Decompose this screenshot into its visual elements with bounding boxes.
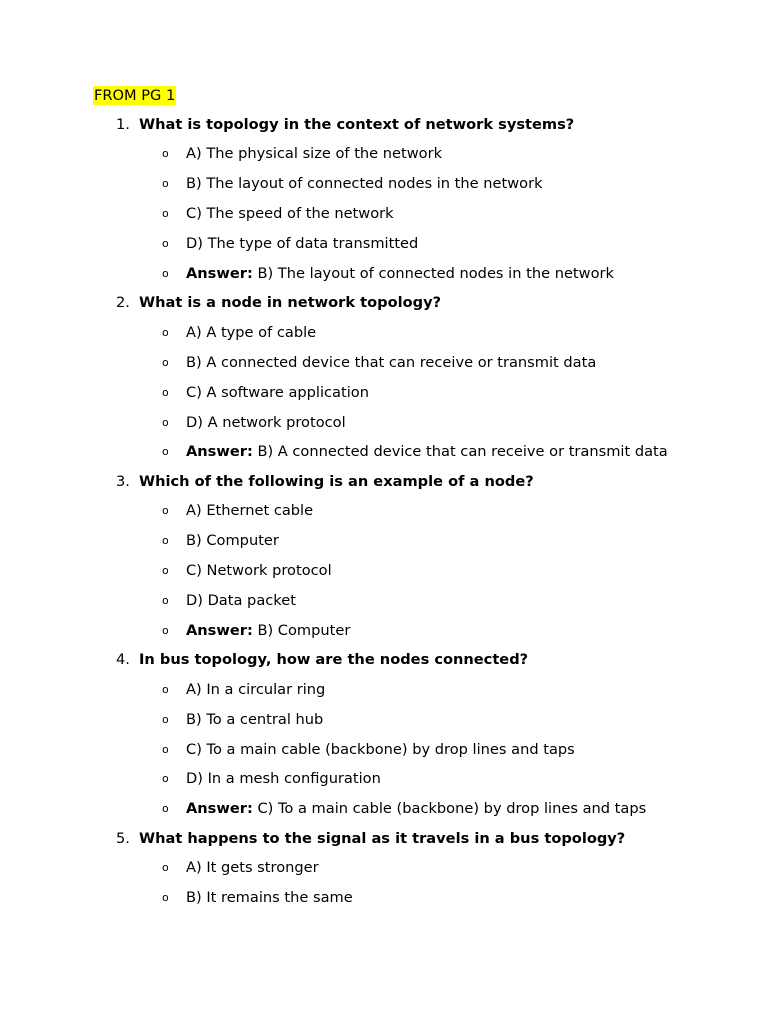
bullet-icon: o: [162, 207, 169, 221]
option-item: [93, 323, 693, 343]
question-text: What happens to the signal as it travels in a bus topology?: [139, 829, 626, 847]
question-heading: [93, 650, 693, 669]
answer-item: [93, 442, 693, 462]
question-heading: [93, 293, 693, 312]
bullet-icon: o: [162, 177, 169, 191]
option-item: [93, 888, 693, 908]
question-number: 3.: [116, 472, 130, 490]
option-item: [93, 561, 693, 581]
bullet-icon: o: [162, 237, 169, 251]
question-text: What is topology in the context of network systems?: [139, 116, 575, 133]
option-text: B) The layout of connected nodes in the network: [186, 175, 543, 193]
option-text: C) A software application: [186, 383, 369, 401]
question-heading: [93, 829, 693, 848]
question-number: 5.: [116, 829, 130, 847]
option-item: [93, 858, 693, 878]
option-text: C) Network protocol: [186, 562, 332, 580]
highlighted-header: FROM PG 1: [94, 87, 176, 104]
answer-text: C) To a main cable (backbone) by drop lines and taps: [257, 800, 647, 818]
bullet-icon: o: [162, 593, 169, 607]
answer-item: [93, 621, 693, 641]
bullet-icon: o: [162, 147, 169, 161]
question-number: 1.: [116, 116, 130, 133]
option-text: C) The speed of the network: [186, 205, 394, 223]
answer-label: Answer:: [186, 621, 253, 639]
bullet-icon: o: [162, 802, 169, 816]
answer-label: Answer:: [186, 443, 253, 461]
option-item: [93, 591, 693, 611]
option-item: [93, 174, 693, 194]
bullet-icon: o: [162, 891, 169, 905]
question-heading: [93, 472, 693, 491]
option-text: A) Ethernet cable: [186, 502, 314, 520]
option-text: B) Computer: [186, 532, 279, 550]
question-number: 2.: [116, 294, 130, 312]
option-text: D) Data packet: [186, 591, 296, 609]
question-block: [93, 472, 693, 640]
question-text: In bus topology, how are the nodes connected?: [139, 651, 529, 669]
question-text: Which of the following is an example of a node?: [139, 472, 534, 490]
option-text: A) In a circular ring: [186, 680, 326, 698]
option-text: B) To a central hub: [186, 710, 324, 728]
option-item: [93, 144, 693, 164]
option-item: [93, 353, 693, 373]
bullet-icon: o: [162, 742, 169, 756]
question-number: 4.: [116, 651, 130, 669]
document-page: [93, 86, 693, 908]
question-block: [93, 293, 693, 461]
option-text: D) In a mesh configuration: [186, 770, 381, 788]
option-item: [93, 413, 693, 433]
bullet-icon: o: [162, 682, 169, 696]
option-item: [93, 501, 693, 521]
option-item: [93, 740, 693, 760]
option-item: [93, 204, 693, 224]
option-list: [93, 144, 693, 283]
option-item: [93, 531, 693, 551]
bullet-icon: o: [162, 772, 169, 786]
option-text: A) The physical size of the network: [186, 145, 443, 163]
bullet-icon: o: [162, 415, 169, 429]
question-text: What is a node in network topology?: [139, 294, 442, 312]
answer-text: B) Computer: [257, 621, 351, 639]
answer-text: B) A connected device that can receive or transmit data: [257, 443, 668, 461]
option-item: [93, 383, 693, 403]
bullet-icon: o: [162, 534, 169, 548]
bullet-icon: o: [162, 385, 169, 399]
answer-item: [93, 799, 693, 819]
bullet-icon: o: [162, 266, 169, 280]
header-row: [93, 86, 693, 105]
bullet-icon: o: [162, 325, 169, 339]
bullet-icon: o: [162, 623, 169, 637]
option-list: [93, 501, 693, 640]
option-text: D) A network protocol: [186, 413, 346, 431]
option-text: B) It remains the same: [186, 889, 353, 907]
question-list: [93, 115, 693, 908]
bullet-icon: o: [162, 355, 169, 369]
option-text: C) To a main cable (backbone) by drop lines and taps: [186, 740, 575, 758]
bullet-icon: o: [162, 445, 169, 459]
option-item: [93, 234, 693, 254]
bullet-icon: o: [162, 504, 169, 518]
option-text: A) A type of cable: [186, 323, 317, 341]
question-block: [93, 650, 693, 818]
answer-text: B) The layout of connected nodes in the network: [257, 264, 614, 282]
question-heading: [93, 115, 693, 134]
option-item: [93, 769, 693, 789]
option-item: [93, 680, 693, 700]
question-block: [93, 829, 693, 908]
option-text: D) The type of data transmitted: [186, 235, 419, 253]
option-item: [93, 710, 693, 730]
option-list: [93, 680, 693, 819]
option-text: B) A connected device that can receive or transmit data: [186, 353, 597, 371]
bullet-icon: o: [162, 564, 169, 578]
answer-item: [93, 264, 693, 284]
option-list: [93, 858, 693, 907]
answer-label: Answer:: [186, 800, 253, 818]
option-list: [93, 323, 693, 462]
bullet-icon: o: [162, 861, 169, 875]
bullet-icon: o: [162, 712, 169, 726]
question-block: [93, 115, 693, 283]
option-text: A) It gets stronger: [186, 859, 319, 877]
answer-label: Answer:: [186, 264, 253, 282]
